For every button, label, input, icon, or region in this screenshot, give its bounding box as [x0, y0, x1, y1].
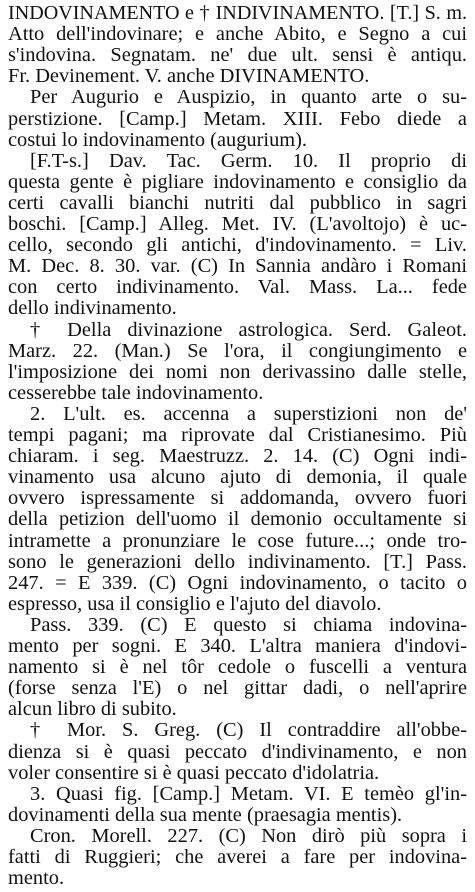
text-line: l'imposizione dei nomi non derivassino dalle stelle,: [8, 360, 467, 383]
text-line: boschi. [Camp.] Alleg. Met. IV. (L'avoltojo) è uc-: [8, 213, 467, 235]
text-line: cello, secondo gli antichi, d'indovinamento. = Liv.: [8, 234, 467, 257]
text-line: Pass. 339. (C) E questo si chiama indovina-: [30, 613, 467, 636]
text-line: mento per sogni. E 340. L'altra maniera d'indovi-: [8, 635, 467, 657]
text-line: intramette a pronunziare le cose future...; onde tro-: [8, 529, 467, 552]
text-line: chiaram. i seg. Maestruzz. 2. 14. (C) Ogni indi-: [8, 445, 467, 468]
text-line: ovvero ispressamente si addomanda, ovvero fuori: [8, 487, 467, 510]
text-line: Cron. Morell. 227. (C) Non dirò più sopra i: [30, 824, 467, 847]
text-line: [F.T-s.] Dav. Tac. Germ. 10. Il proprio di: [30, 149, 467, 172]
text-line: questa gente è pigliare indovinamento e consiglio da: [8, 170, 467, 193]
text-line: dienza si è quasi peccato d'indivinamento, e non: [8, 740, 467, 763]
text-line: della petizion dell'uomo il demonio occultamente si: [8, 508, 467, 531]
text-line: espresso, usa il consiglio e l'ajuto del diavolo.: [8, 592, 382, 615]
text-line: fatti di Ruggieri; che averei a fare per indovina-: [8, 846, 467, 868]
text-line: certi cavalli bianchi nutriti dal pubblico in sagri: [8, 191, 467, 214]
text-line: Fr. Devinement. V. anche DIVINAMENTO.: [8, 65, 370, 88]
text-line: INDOVINAMENTO e † INDIVINAMENTO. [T.] S. m.: [8, 2, 467, 24]
text-line: con certo indivinamento. Val. Mass. La... fede: [8, 276, 467, 299]
text-line: † Della divinazione astrologica. Serd. Galeot.: [30, 318, 467, 341]
text-line: 247. = E 339. (C) Ogni indovinamento, o tacito o: [8, 571, 467, 594]
text-line: perstizione. [Camp.] Metam. XIII. Febo diede a: [8, 107, 467, 130]
text-line: costui lo indovinamento (augurium).: [8, 128, 308, 151]
text-line: dello indivinamento.: [8, 297, 177, 320]
text-line: Atto dell'indovinare; e anche Abito, e Segno a cui: [8, 23, 467, 46]
text-line: Marz. 22. (Man.) Se l'ora, il congiungimento e: [8, 339, 467, 362]
text-line: 3. Quasi fig. [Camp.] Metam. VI. E temèo gl'in-: [30, 782, 467, 805]
text-line: 2. L'ult. es. accenna a superstizioni non de': [30, 402, 467, 425]
text-line: sono le generazioni dello indivinamento. [T.] Pass.: [8, 550, 467, 573]
text-line: dovinamenti della sua mente (praesagia mentis).: [8, 803, 403, 826]
text-line: Per Augurio e Auspizio, in quanto arte o su-: [30, 86, 467, 109]
text-line: mento.: [8, 867, 65, 890]
text-line: voler consentire si è quasi peccato d'idolatria.: [8, 761, 380, 784]
text-line: M. Dec. 8. 30. var. (C) In Sannia andàro i Romani: [8, 255, 467, 278]
text-line: (forse senza l'E) o nel gittar dadi, o nell'aprire: [8, 677, 467, 700]
text-line: † Mor. S. Greg. (C) Il contraddire all'obbe-: [30, 719, 467, 742]
text-line: cesserebbe tale indovinamento.: [8, 381, 264, 404]
text-line: tempi pagani; ma riprovate dal Cristianesimo. Più: [8, 424, 467, 446]
text-line: s'indovina. Segnatam. ne' due ult. sensi è antiqu.: [8, 44, 467, 67]
text-line: vinamento usa alcuno ajuto di demonia, il quale: [8, 466, 467, 489]
text-line: namento si è nel tôr cedole o fuscelli a ventura: [8, 656, 467, 679]
text-line: alcun libro di subito.: [8, 698, 177, 721]
